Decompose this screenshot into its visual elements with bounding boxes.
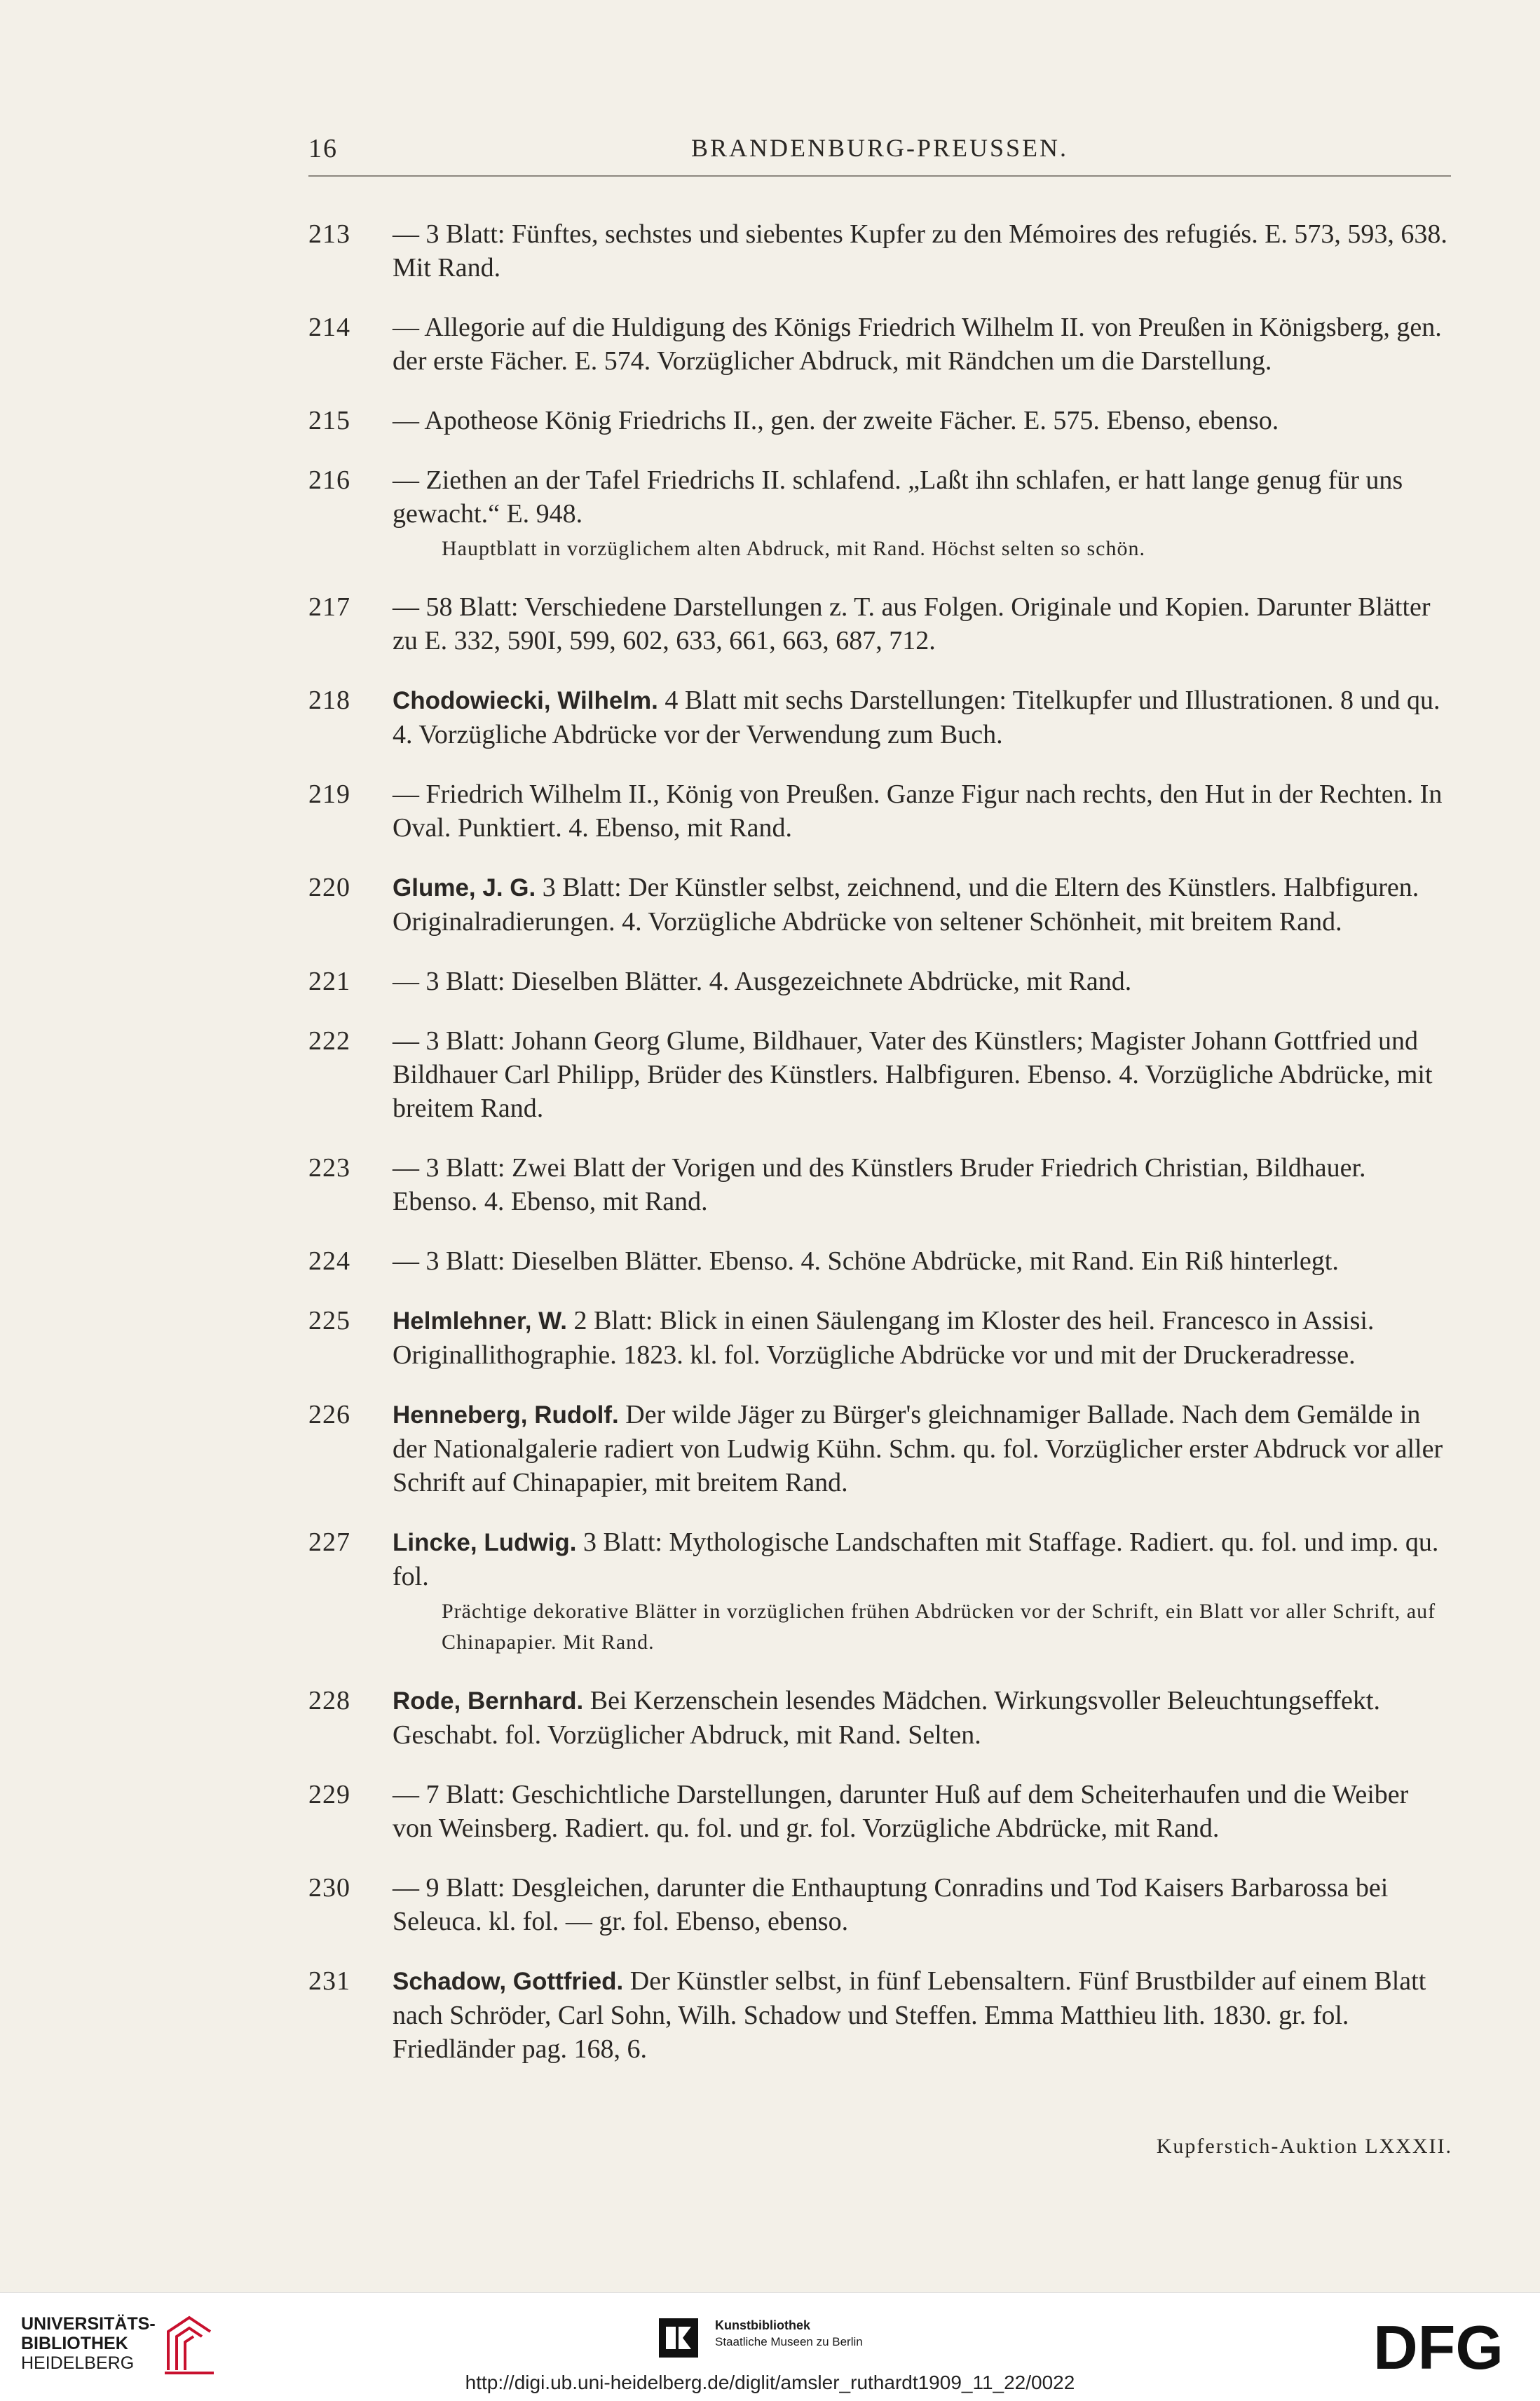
entry-description: 4 Blatt mit sechs Darstellungen: Titelkupfer und Illustrationen. 8 und qu. 4. Vorzügliche Abdrücke vor der Verwendung zum Buch.: [393, 686, 1440, 749]
page-number: 16: [308, 134, 338, 163]
entry-note: Prächtige dekorative Blätter in vorzüglichen frühen Abdrücken vor der Schrift, ein Blatt vor aller Schrift, auf Chinapapier. Mit Rand.: [442, 1600, 1436, 1654]
entry-description: — Ziethen an der Tafel Friedrichs II. schlafend. „Laßt ihn schlafen, er hatt lange genug für uns gewacht.“ E. 948.: [393, 465, 1403, 529]
entry-description: — 9 Blatt: Desgleichen, darunter die Enthauptung Conradins und Tod Kaisers Barbarossa bei Seleuca. kl. fol. — gr. fol. Ebenso, ebenso.: [393, 1873, 1389, 1936]
entry-number: 218: [308, 686, 350, 715]
catalog-entry: [308, 1244, 1451, 1278]
university-library-text: [21, 2314, 156, 2373]
catalog-entry: [308, 311, 1451, 378]
catalog-entry: [308, 1778, 1451, 1845]
entry-number: 229: [308, 1780, 350, 1809]
university-library-logo[interactable]: [21, 2314, 231, 2377]
entry-description: Der Künstler selbst, in fünf Lebensaltern. Fünf Brustbilder auf einem Blatt nach Schröder, Carl Sohn, Wilh. Schadow und Steffen. Emma Matthieu lith. 1830. gr. fol. Friedländer pag. 168, 6.: [393, 1966, 1426, 2064]
entry-description: Bei Kerzenschein lesendes Mädchen. Wirkungsvoller Beleuchtungseffekt. Geschabt. fol. Vorzüglicher Abdruck, mit Rand. Selten.: [393, 1686, 1380, 1750]
entry-description: — Allegorie auf die Huldigung des Königs Friedrich Wilhelm II. von Preußen in Königsberg, gen. der erste Fächer. E. 574. Vorzüglicher Abdruck, mit Rändchen um die Darstellung.: [393, 313, 1442, 376]
entry-description: — 3 Blatt: Johann Georg Glume, Bildhauer, Vater des Künstlers; Magister Johann Gottfried und Bildhauer Carl Philipp, Brüder des Künstlers. Halbfiguren. Ebenso. 4. Vorzügliche Abdrücke, mit breitem Rand.: [393, 1026, 1433, 1123]
catalog-entry: [308, 1684, 1451, 1752]
catalog-entry: [308, 1151, 1451, 1218]
entry-note: Hauptblatt in vorzüglichem alten Abdruck, mit Rand. Höchst selten so schön.: [442, 537, 1145, 560]
entry-description: — Friedrich Wilhelm II., König von Preußen. Ganze Figur nach rechts, den Hut in der Rechten. In Oval. Punktiert. 4. Ebenso, mit Rand.: [393, 780, 1443, 843]
entry-number: 224: [308, 1246, 350, 1276]
book-stack-icon: [161, 2314, 217, 2377]
catalog-entry: [308, 683, 1451, 751]
catalog-entry: [308, 1398, 1451, 1499]
entry-number: 216: [308, 465, 350, 495]
entry-number: 220: [308, 873, 350, 902]
entry-description: 3 Blatt: Mythologische Landschaften mit Staffage. Radiert. qu. fol. und imp. qu. fol.: [393, 1528, 1439, 1591]
entry-number: 222: [308, 1026, 350, 1056]
dfg-logo[interactable]: [1358, 2314, 1519, 2377]
entry-description: 2 Blatt: Blick in einen Säulengang im Kloster des heil. Francesco in Assisi. Originallithographie. 1823. kl. fol. Vorzügliche Abdrücke vor und mit der Druckeradresse.: [393, 1306, 1375, 1370]
kunstbibliothek-text: [715, 2317, 863, 2351]
entry-artist: Henneberg, Rudolf.: [393, 1401, 619, 1429]
entry-description: — 3 Blatt: Dieselben Blätter. 4. Ausgezeichnete Abdrücke, mit Rand.: [393, 967, 1132, 996]
entry-number: 225: [308, 1306, 350, 1335]
catalog-entry: [308, 1525, 1451, 1658]
entry-number: 217: [308, 592, 350, 622]
entry-artist: Rode, Bernhard.: [393, 1687, 584, 1715]
entry-number: 228: [308, 1686, 350, 1715]
dfg-logo-text: DFG: [1373, 2314, 1504, 2377]
catalog-entry: [308, 871, 1451, 939]
catalog-entry: [308, 404, 1451, 437]
page-header: [308, 133, 1451, 175]
entry-description: — 3 Blatt: Fünftes, sechstes und siebentes Kupfer zu den Mémoires des refugiés. E. 573, 593, 638. Mit Rand.: [393, 219, 1447, 283]
uni-line-2: BIBLIOTHEK: [21, 2334, 128, 2353]
signature-line: Kupferstich-Auktion LXXXII.: [1156, 2135, 1452, 2158]
entry-description: 3 Blatt: Der Künstler selbst, zeichnend, und die Eltern des Künstlers. Halbfiguren. Originalradierungen. 4. Vorzügliche Abdrücke von seltener Schönheit, mit breitem Rand.: [393, 873, 1419, 937]
entry-number: 231: [308, 1966, 350, 1996]
entry-number: 226: [308, 1400, 350, 1429]
entry-description: — 3 Blatt: Dieselben Blätter. Ebenso. 4. Schöne Abdrücke, mit Rand. Ein Riß hinterlegt.: [393, 1246, 1339, 1276]
header-rule: [308, 175, 1451, 177]
entry-number: 213: [308, 219, 350, 249]
entry-number: 223: [308, 1153, 350, 1183]
uni-line-1: UNIVERSITÄTS-: [21, 2314, 156, 2334]
catalog-entry: [308, 1964, 1451, 2066]
catalog-entry: [308, 965, 1451, 998]
entry-number: 227: [308, 1528, 350, 1557]
entry-number: 219: [308, 780, 350, 809]
entry-artist: Schadow, Gottfried.: [393, 1968, 624, 1995]
entry-artist: Helmlehner, W.: [393, 1307, 567, 1335]
uni-line-3: HEIDELBERG: [21, 2353, 135, 2373]
entry-number: 230: [308, 1873, 350, 1903]
kunstbibliothek-logo[interactable]: [659, 2314, 897, 2363]
entry-artist: Lincke, Ludwig.: [393, 1529, 577, 1556]
catalog-entry: [308, 463, 1451, 564]
catalog-entries: [308, 217, 1451, 2092]
entry-number: 214: [308, 313, 350, 342]
entry-description: — 7 Blatt: Geschichtliche Darstellungen, darunter Huß auf dem Scheiterhaufen und die Weiber von Weinsberg. Radiert. qu. fol. und gr. fol. Vorzügliche Abdrücke, mit Rand.: [393, 1780, 1409, 1843]
entry-description: Der wilde Jäger zu Bürger's gleichnamiger Ballade. Nach dem Gemälde in der Nationalgalerie radiert von Ludwig Kühn. Schm. qu. fol. Vorzüglicher erster Abdruck vor aller Schrift auf Chinapapier, mit breitem Rand.: [393, 1400, 1443, 1497]
entry-description: — 3 Blatt: Zwei Blatt der Vorigen und des Künstlers Bruder Friedrich Christian, Bildhauer. Ebenso. 4. Ebenso, mit Rand.: [393, 1153, 1366, 1216]
entry-description: — 58 Blatt: Verschiedene Darstellungen z. T. aus Folgen. Originale und Kopien. Darunter Blätter zu E. 332, 590I, 599, 602, 633, 661, 663, 687, 712.: [393, 592, 1431, 655]
catalog-entry: [308, 1024, 1451, 1125]
entry-description: — Apotheose König Friedrichs II., gen. der zweite Fächer. E. 575. Ebenso, ebenso.: [393, 406, 1279, 435]
catalog-entry: [308, 590, 1451, 658]
kb-subtitle: Staatliche Museen zu Berlin: [715, 2335, 863, 2348]
catalog-entry: [308, 1871, 1451, 1938]
catalog-entry: [308, 1304, 1451, 1372]
kunstbibliothek-icon: [659, 2318, 698, 2358]
kb-name: Kunstbibliothek: [715, 2318, 810, 2332]
entry-artist: Chodowiecki, Wilhelm.: [393, 687, 658, 714]
entry-number: 221: [308, 967, 350, 996]
permalink-url[interactable]: http://digi.ub.uni-heidelberg.de/diglit/amsler_ruthardt1909_11_22/0022: [465, 2372, 1075, 2393]
running-title: BRANDENBURG-PREUSSEN.: [690, 134, 1069, 162]
catalog-entry: [308, 217, 1451, 285]
library-footer-bar: [0, 2292, 1540, 2401]
entry-artist: Glume, J. G.: [393, 874, 536, 902]
entry-number: 215: [308, 406, 350, 435]
catalog-entry: [308, 777, 1451, 845]
